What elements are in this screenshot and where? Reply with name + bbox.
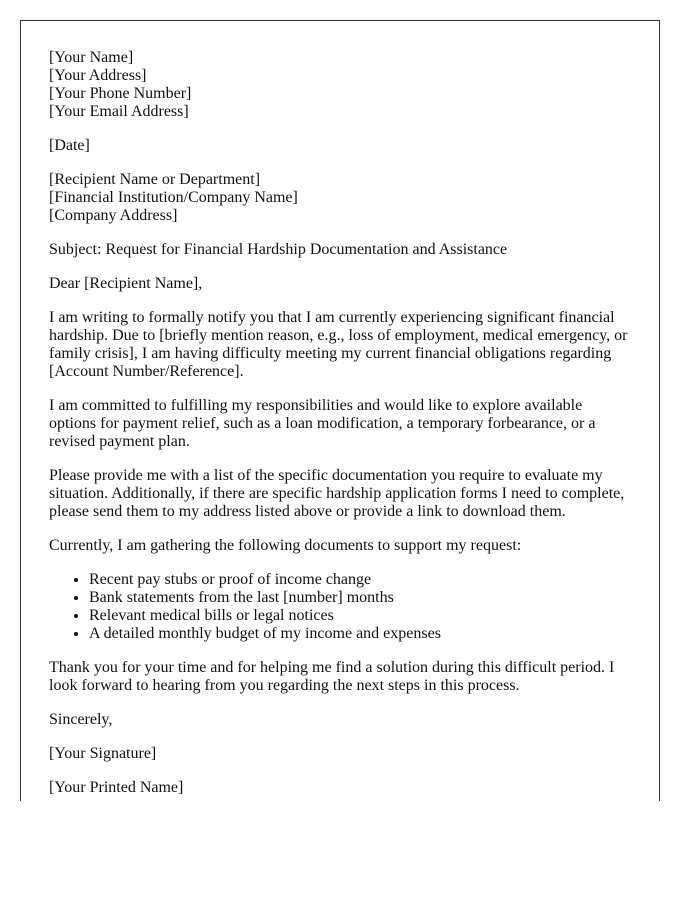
recipient-institution: [Financial Institution/Company Name]	[49, 189, 298, 206]
sender-phone: [Your Phone Number]	[49, 85, 192, 102]
closing-paragraph: Thank you for your time and for helping me find a solution during this difficult period. I look forward to hearing from you regarding the next steps in this process.	[49, 659, 615, 694]
salutation: Dear [Recipient Name],	[49, 275, 203, 292]
body-paragraph-2: I am committed to fulfilling my responsibilities and would like to explore available options for payment relief, such as a loan modification, a temporary forbearance, or a revised payment plan.	[49, 397, 596, 450]
documents-list	[49, 571, 631, 643]
recipient-name: [Recipient Name or Department]	[49, 171, 261, 188]
list-item: • A detailed monthly budget of my income and expenses	[89, 625, 631, 643]
sender-email: [Your Email Address]	[49, 103, 189, 120]
letter-date: [Date]	[49, 137, 90, 154]
list-item: • Bank statements from the last [number] months	[89, 589, 631, 607]
subject-line: Subject: Request for Financial Hardship Documentation and Assistance	[49, 241, 508, 258]
sender-block	[49, 49, 631, 121]
list-item: • Relevant medical bills or legal notices	[89, 607, 631, 625]
sender-name: [Your Name]	[49, 49, 134, 66]
recipient-block	[49, 171, 631, 225]
body-paragraph-4: Currently, I am gathering the following documents to support my request:	[49, 537, 522, 554]
letter-page	[20, 20, 660, 801]
closing: Sincerely,	[49, 711, 113, 728]
printed-name: [Your Printed Name]	[49, 779, 184, 796]
signature: [Your Signature]	[49, 745, 157, 762]
body-paragraph-1: I am writing to formally notify you that I am currently experiencing significant financial hardship. Due to [briefly mention reason, e.g., loss of employment, medical emergency, or family crisis], I am having difficulty meeting my current financial obligations regarding [Account Number/Reference].	[49, 309, 628, 380]
sender-address: [Your Address]	[49, 67, 147, 84]
recipient-address: [Company Address]	[49, 207, 178, 224]
list-item: • Recent pay stubs or proof of income change	[89, 571, 631, 589]
body-paragraph-3: Please provide me with a list of the specific documentation you require to evaluate my situation. Additionally, if there are specific hardship application forms I need to complete, please send them to my address listed above or provide a link to download them.	[49, 467, 625, 520]
